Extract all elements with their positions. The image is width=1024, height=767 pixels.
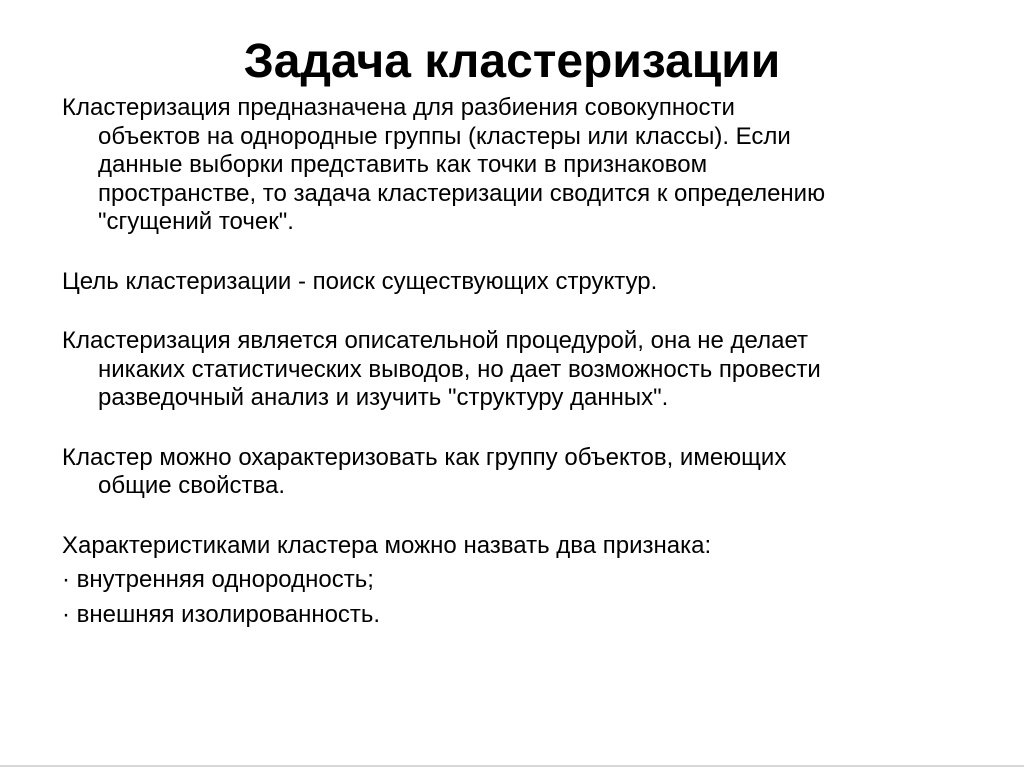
paragraph-line: Кластер можно охарактеризовать как группу объектов, имеющих	[62, 443, 787, 471]
paragraph-cluster	[62, 444, 982, 501]
paragraph-line: общие свойства.	[98, 472, 285, 499]
paragraph-line: "сгущений точек".	[98, 208, 294, 235]
paragraph-procedure	[62, 327, 982, 413]
paragraph-line: разведочный анализ и изучить "структуру данных".	[98, 384, 669, 411]
paragraph-line: объектов на однородные группы (кластеры или классы). Если	[98, 122, 791, 150]
paragraph-definition	[62, 94, 982, 237]
paragraph-characteristics	[62, 532, 982, 561]
list-item-internal-homogeneity: · внутренняя однородность;	[62, 566, 374, 593]
slide-title: Задача кластеризации	[243, 35, 781, 88]
paragraph-goal	[62, 268, 982, 297]
list-item-external-isolation: · внешняя изолированность.	[62, 600, 381, 628]
paragraph-line: пространстве, то задача кластеризации сводится к определению	[98, 179, 826, 207]
paragraph-line: Цель кластеризации - поиск существующих структур.	[62, 267, 658, 295]
paragraph-line: Характеристиками кластера можно назвать два признака:	[62, 531, 712, 559]
paragraph-line: данные выборки представить как точки в признаковом	[98, 151, 708, 178]
paragraph-line: Кластеризация предназначена для разбиения совокупности	[62, 94, 735, 121]
paragraph-line: Кластеризация является описательной процедурой, она не делает	[62, 327, 808, 354]
paragraph-line: никаких статистических выводов, но дает возможность провести	[98, 355, 821, 383]
slide-body	[62, 94, 982, 635]
